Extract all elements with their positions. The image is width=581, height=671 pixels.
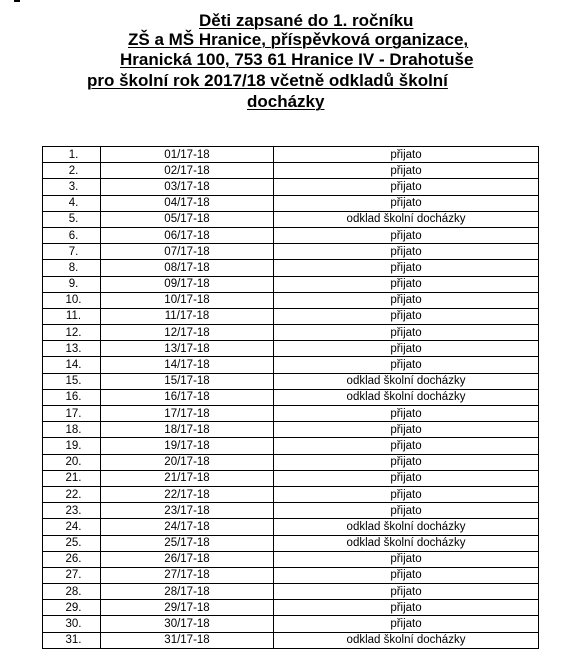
table-row (43, 422, 539, 438)
row-number-cell: 31. (43, 632, 101, 648)
status-cell: přijato (274, 163, 539, 179)
table-row (43, 147, 539, 163)
registration-code-cell: 25/17-18 (101, 535, 274, 551)
row-number-cell: 8. (43, 260, 101, 276)
registration-code-cell: 27/17-18 (101, 567, 274, 583)
status-cell: přijato (274, 567, 539, 583)
row-number-cell: 11. (43, 308, 101, 324)
status-cell: přijato (274, 341, 539, 357)
registration-code-cell: 18/17-18 (101, 422, 274, 438)
registration-code-cell: 17/17-18 (101, 406, 274, 422)
registration-code-cell: 05/17-18 (101, 211, 274, 227)
table-row (43, 567, 539, 583)
row-number-cell: 28. (43, 584, 101, 600)
registration-code-cell: 21/17-18 (101, 470, 274, 486)
status-cell: odklad školní docházky (274, 373, 539, 389)
table-row (43, 276, 539, 292)
row-number-cell: 17. (43, 406, 101, 422)
row-number-cell: 1. (43, 147, 101, 163)
table-row (43, 616, 539, 632)
table-row (43, 519, 539, 535)
table-row (43, 227, 539, 243)
status-cell: přijato (274, 584, 539, 600)
enrollment-table (42, 146, 539, 649)
row-number-cell: 4. (43, 195, 101, 211)
status-cell: přijato (274, 616, 539, 632)
title-line-2: ZŠ a MŠ Hranice, příspěvková organizace, (128, 30, 469, 49)
status-cell: přijato (274, 470, 539, 486)
status-cell: přijato (274, 422, 539, 438)
status-cell: odklad školní docházky (274, 519, 539, 535)
registration-code-cell: 14/17-18 (101, 357, 274, 373)
row-number-cell: 6. (43, 227, 101, 243)
row-number-cell: 9. (43, 276, 101, 292)
status-cell: odklad školní docházky (274, 535, 539, 551)
row-number-cell: 2. (43, 163, 101, 179)
table-row (43, 195, 539, 211)
status-cell: přijato (274, 551, 539, 567)
row-number-cell: 5. (43, 211, 101, 227)
table-row (43, 551, 539, 567)
status-cell: přijato (274, 244, 539, 260)
row-number-cell: 21. (43, 470, 101, 486)
status-cell: přijato (274, 406, 539, 422)
row-number-cell: 27. (43, 567, 101, 583)
registration-code-cell: 09/17-18 (101, 276, 274, 292)
registration-code-cell: 24/17-18 (101, 519, 274, 535)
row-number-cell: 7. (43, 244, 101, 260)
row-number-cell: 19. (43, 438, 101, 454)
status-cell: odklad školní docházky (274, 389, 539, 405)
row-number-cell: 22. (43, 486, 101, 502)
status-cell: přijato (274, 454, 539, 470)
table-row (43, 438, 539, 454)
status-cell: přijato (274, 195, 539, 211)
table-row (43, 454, 539, 470)
row-number-cell: 23. (43, 503, 101, 519)
row-number-cell: 13. (43, 341, 101, 357)
status-cell: přijato (274, 292, 539, 308)
table-row (43, 211, 539, 227)
table-row (43, 357, 539, 373)
status-cell: přijato (274, 260, 539, 276)
row-number-cell: 24. (43, 519, 101, 535)
row-number-cell: 18. (43, 422, 101, 438)
registration-code-cell: 30/17-18 (101, 616, 274, 632)
status-cell: přijato (274, 503, 539, 519)
status-cell: odklad školní docházky (274, 211, 539, 227)
status-cell: přijato (274, 600, 539, 616)
table-row (43, 260, 539, 276)
title-line-4: pro školní rok 2017/18 včetně odkladů školní (87, 71, 448, 90)
table-row (43, 632, 539, 648)
registration-code-cell: 22/17-18 (101, 486, 274, 502)
registration-code-cell: 20/17-18 (101, 454, 274, 470)
status-cell: přijato (274, 325, 539, 341)
title-line-3: Hranická 100, 753 61 Hranice IV - Drahotuše (120, 50, 474, 69)
row-number-cell: 14. (43, 357, 101, 373)
table-row (43, 341, 539, 357)
row-number-cell: 16. (43, 389, 101, 405)
status-cell: přijato (274, 179, 539, 195)
table-row (43, 179, 539, 195)
row-number-cell: 29. (43, 600, 101, 616)
registration-code-cell: 19/17-18 (101, 438, 274, 454)
row-number-cell: 12. (43, 325, 101, 341)
status-cell: přijato (274, 227, 539, 243)
status-cell: odklad školní docházky (274, 632, 539, 648)
registration-code-cell: 02/17-18 (101, 163, 274, 179)
registration-code-cell: 13/17-18 (101, 341, 274, 357)
table-row (43, 535, 539, 551)
table-row (43, 373, 539, 389)
row-number-cell: 26. (43, 551, 101, 567)
row-number-cell: 10. (43, 292, 101, 308)
corner-mark (14, 0, 20, 2)
registration-code-cell: 08/17-18 (101, 260, 274, 276)
table-row (43, 406, 539, 422)
registration-code-cell: 04/17-18 (101, 195, 274, 211)
status-cell: přijato (274, 357, 539, 373)
table-row (43, 486, 539, 502)
registration-code-cell: 26/17-18 (101, 551, 274, 567)
table-row (43, 325, 539, 341)
registration-code-cell: 01/17-18 (101, 147, 274, 163)
table-row (43, 292, 539, 308)
registration-code-cell: 07/17-18 (101, 244, 274, 260)
registration-code-cell: 28/17-18 (101, 584, 274, 600)
registration-code-cell: 06/17-18 (101, 227, 274, 243)
registration-code-cell: 03/17-18 (101, 179, 274, 195)
status-cell: přijato (274, 438, 539, 454)
row-number-cell: 25. (43, 535, 101, 551)
row-number-cell: 30. (43, 616, 101, 632)
table-row (43, 308, 539, 324)
title-line-5: docházky (247, 92, 325, 111)
table-row (43, 503, 539, 519)
registration-code-cell: 16/17-18 (101, 389, 274, 405)
status-cell: přijato (274, 308, 539, 324)
table-row (43, 244, 539, 260)
registration-code-cell: 12/17-18 (101, 325, 274, 341)
status-cell: přijato (274, 147, 539, 163)
table-row (43, 584, 539, 600)
title-line-1: Děti zapsané do 1. ročníku (199, 11, 414, 30)
table-row (43, 470, 539, 486)
registration-code-cell: 15/17-18 (101, 373, 274, 389)
status-cell: přijato (274, 276, 539, 292)
registration-code-cell: 11/17-18 (101, 308, 274, 324)
row-number-cell: 15. (43, 373, 101, 389)
table-row (43, 163, 539, 179)
table-row (43, 389, 539, 405)
row-number-cell: 3. (43, 179, 101, 195)
row-number-cell: 20. (43, 454, 101, 470)
status-cell: přijato (274, 486, 539, 502)
registration-code-cell: 10/17-18 (101, 292, 274, 308)
enrollment-table-body (43, 147, 539, 649)
registration-code-cell: 31/17-18 (101, 632, 274, 648)
table-row (43, 600, 539, 616)
registration-code-cell: 29/17-18 (101, 600, 274, 616)
registration-code-cell: 23/17-18 (101, 503, 274, 519)
